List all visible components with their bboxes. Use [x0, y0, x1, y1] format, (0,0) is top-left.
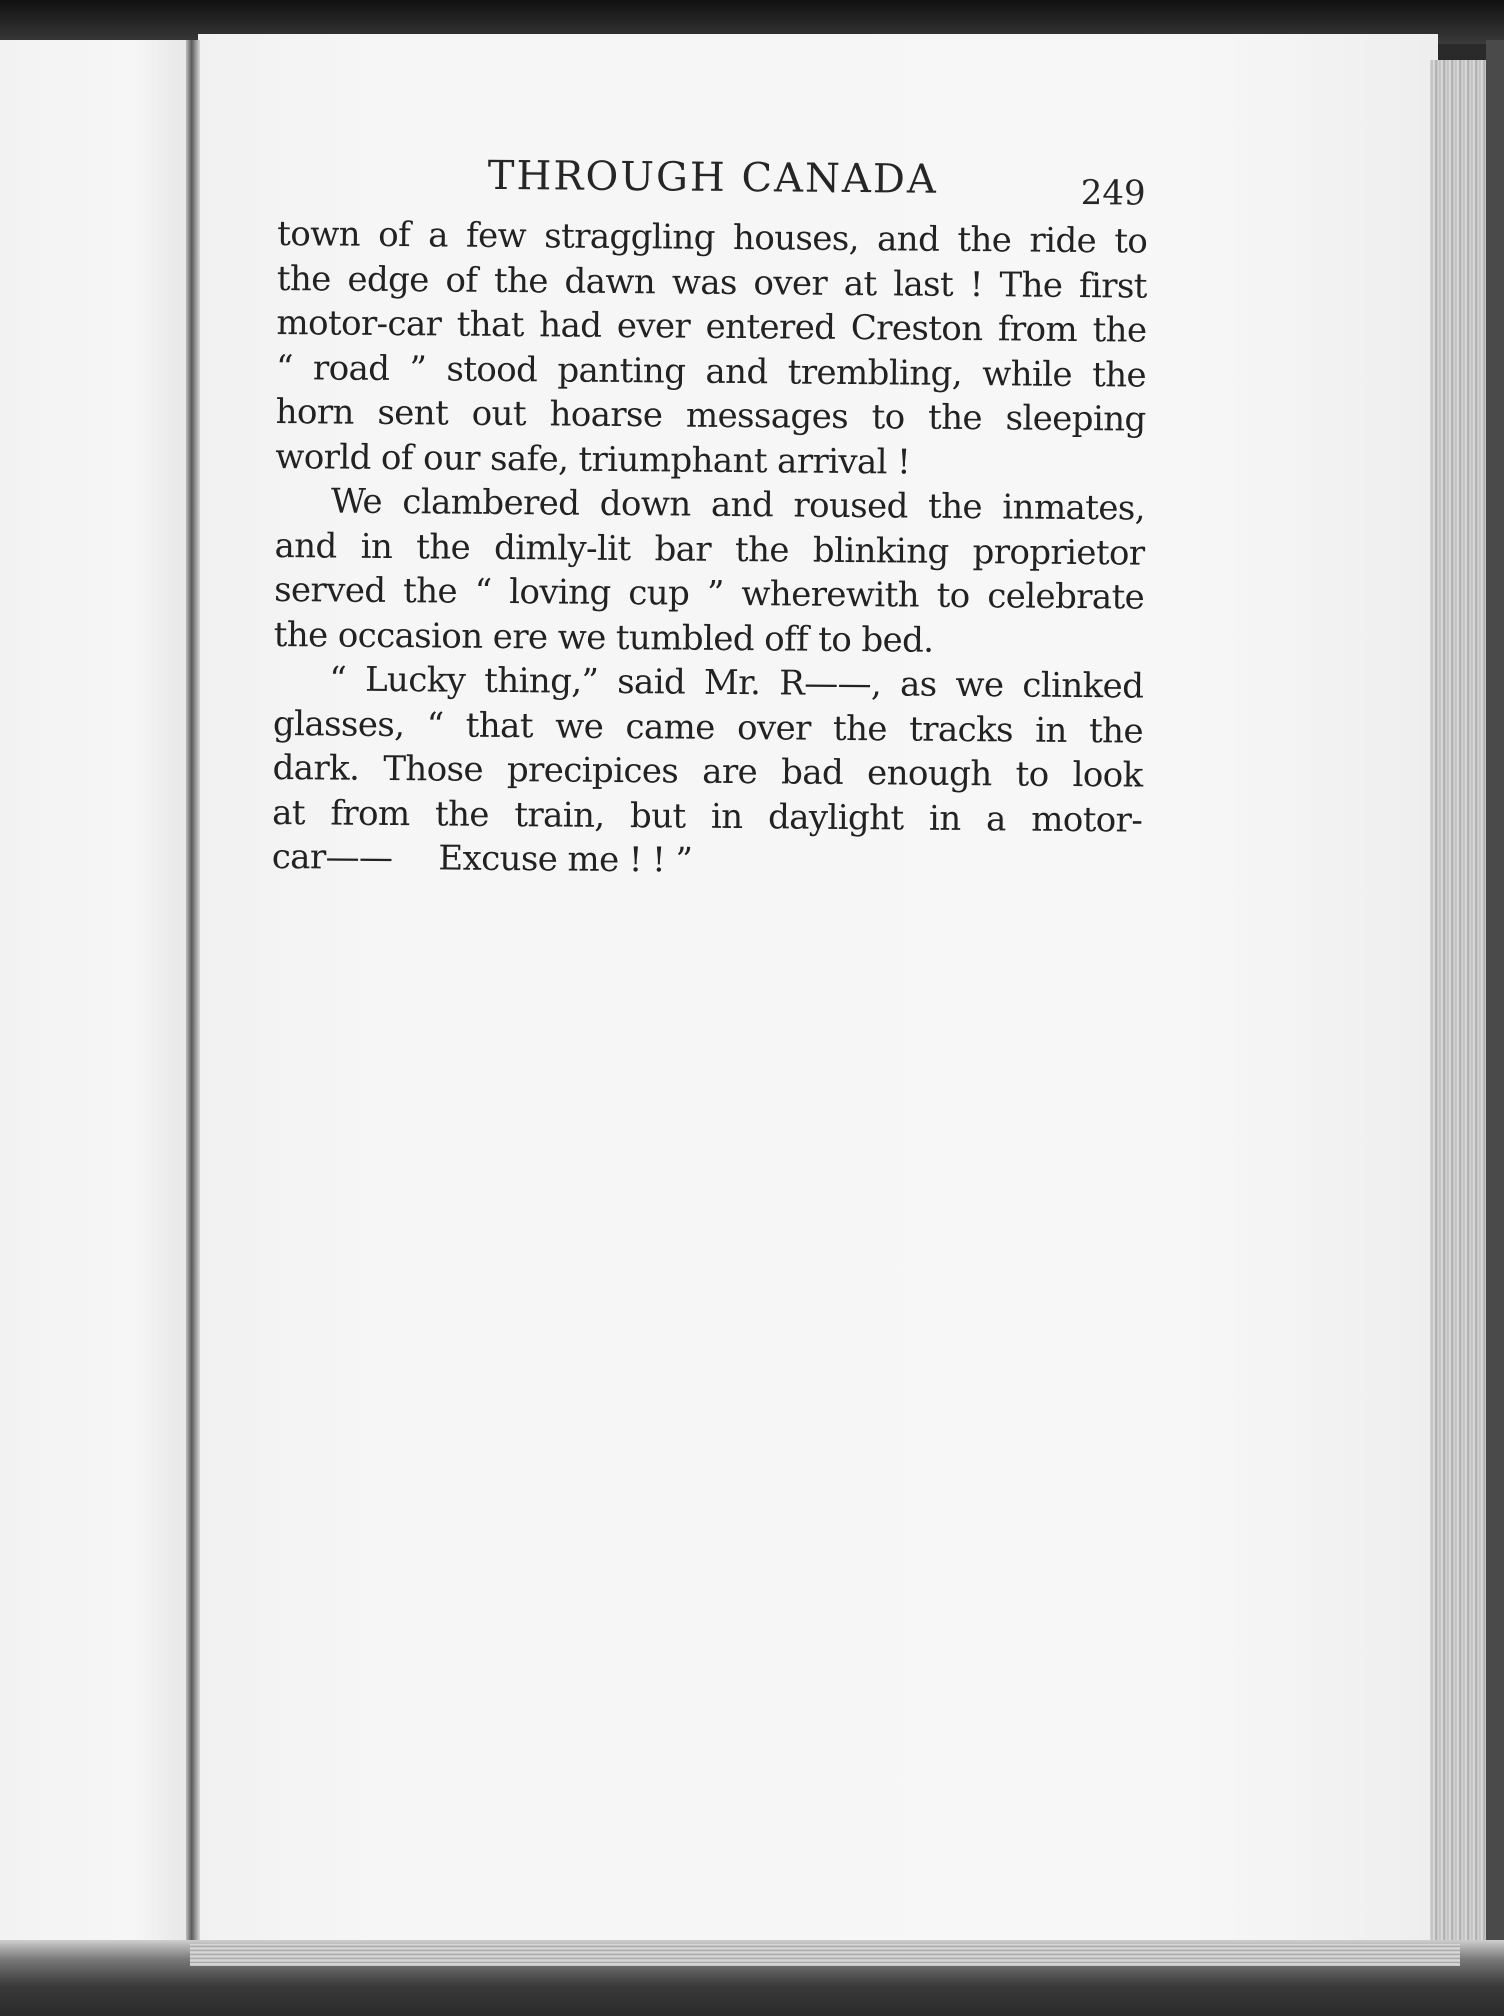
book-gutter	[186, 40, 200, 1970]
final-line-end: Excuse me ! ! ”	[438, 838, 693, 881]
running-head	[277, 150, 1148, 220]
text-line: the edge of the dawn was over at last ! The first	[276, 258, 1148, 307]
text-line: “ road ” stood panting and trembling, while the	[275, 347, 1147, 396]
final-line-start: car——	[271, 836, 393, 879]
text-line: town of a few straggling houses, and the ride to	[277, 213, 1148, 262]
page-text-block	[272, 150, 1148, 887]
final-text-line	[272, 835, 1142, 887]
book-cover-edge	[1486, 40, 1504, 2016]
paragraph-2	[274, 479, 1146, 665]
paragraph-1	[275, 212, 1147, 487]
text-line: served the “ loving cup ” wherewith to celebrate	[273, 569, 1145, 618]
text-line: and in the dimly-lit bar the blinking proprietor	[274, 525, 1145, 574]
text-line: We clambered down and roused the inmates,	[330, 481, 1146, 529]
text-line: glasses, “ that we came over the tracks in the	[272, 703, 1144, 752]
page-number: 249	[1080, 173, 1146, 214]
text-line: horn sent out hoarse messages to the sleeping	[275, 391, 1146, 440]
text-line: at from the train, but in daylight in a motor-	[272, 792, 1143, 841]
text-line: dark. Those precipices are bad enough to look	[272, 747, 1143, 796]
text-line: motor-car that had ever entered Creston from the	[276, 302, 1147, 351]
text-line: the occasion ere we tumbled off to bed.	[273, 614, 934, 661]
text-line: world of our safe, triumphant arrival !	[275, 436, 911, 483]
bottom-page-edges	[190, 1944, 1460, 1966]
paragraph-3	[272, 657, 1144, 887]
running-head-title: THROUGH CANADA	[487, 152, 939, 203]
text-line: “ Lucky thing,” said Mr. R——, as we clinked	[329, 659, 1144, 707]
left-blank-page	[0, 40, 190, 1970]
